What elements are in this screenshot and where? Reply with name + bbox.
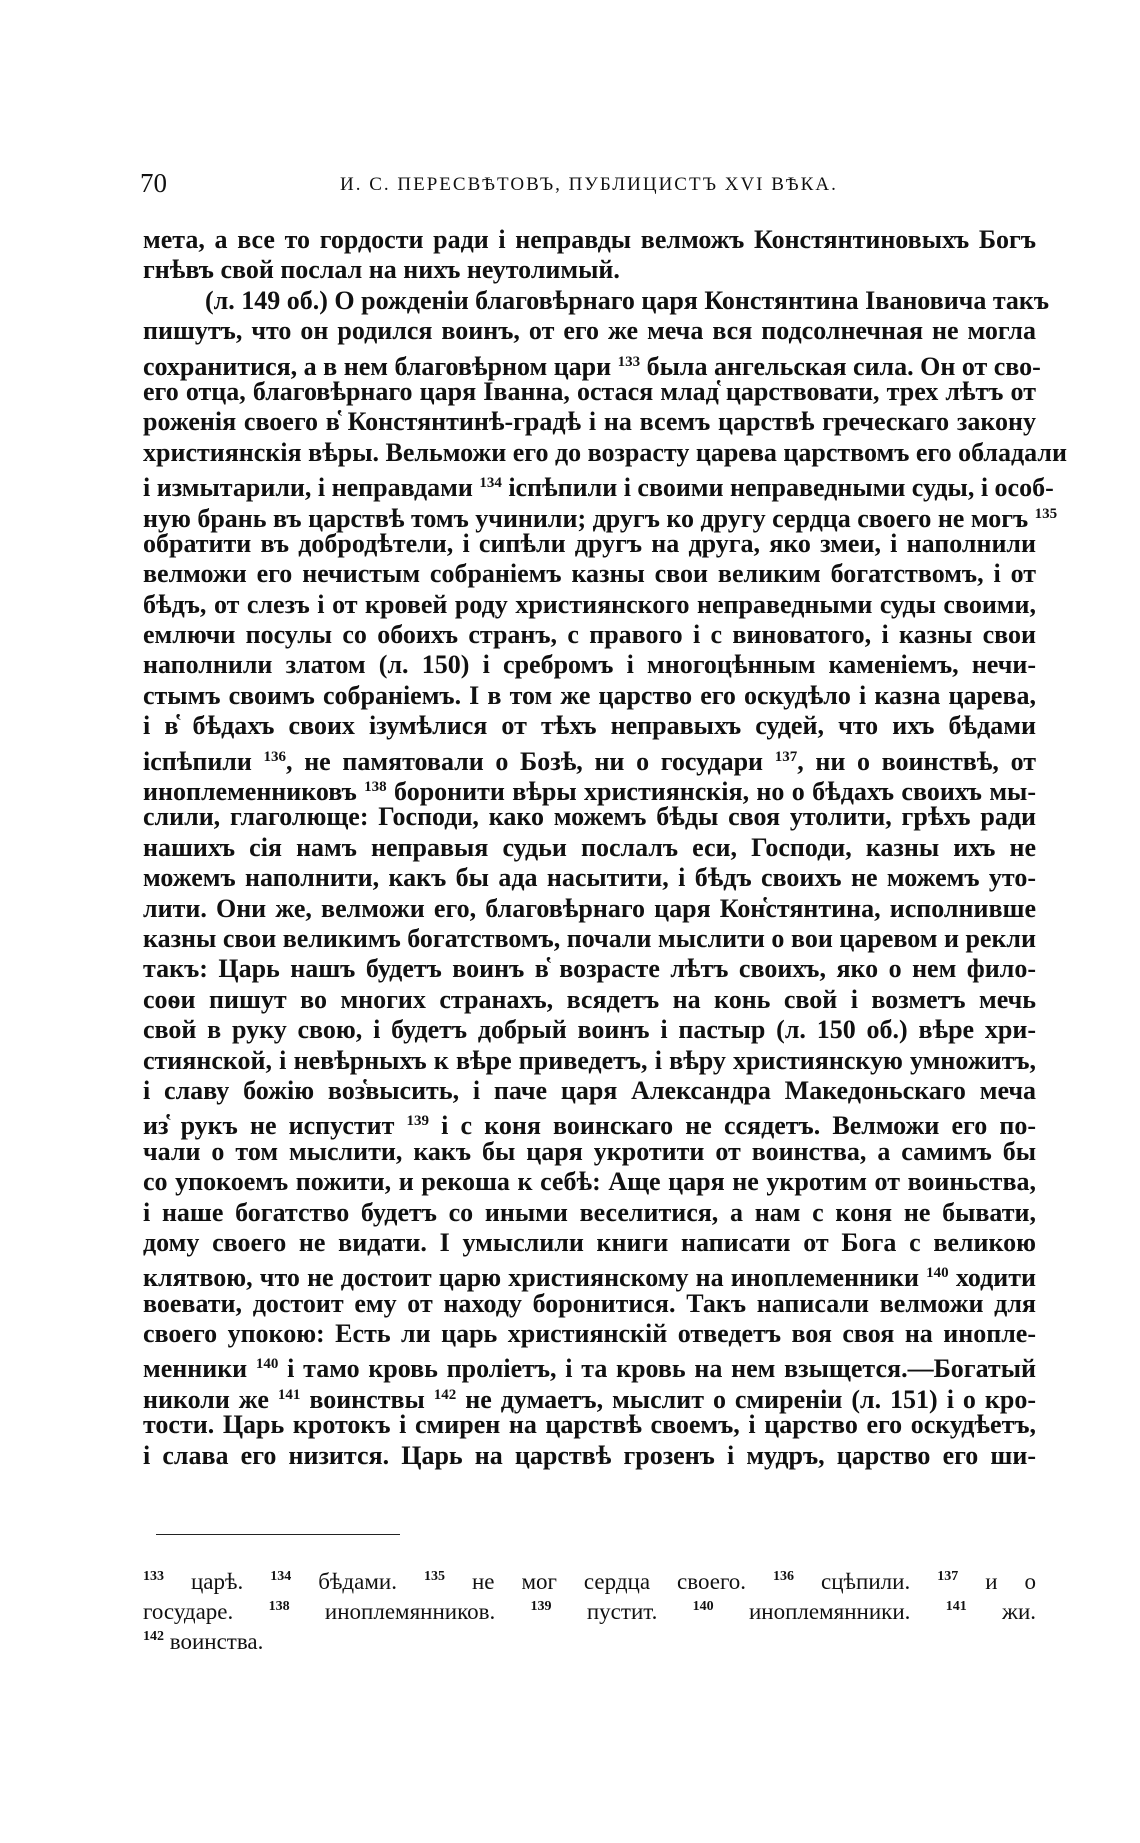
- text-line: ную брань въ царствѣ томъ учинили; другъ ко другу сердца своего не могъ $^{135}$: [143, 503, 1058, 533]
- text-line: тости. Царь кротокъ і смирен на царствѣ своемъ, і царство его оскудѣетъ,: [143, 1410, 1036, 1440]
- text-line: воевати, достоит ему от находу боронитися. Такъ написали велможи для: [143, 1288, 1036, 1318]
- main-text: [143, 225, 1067, 1471]
- text-line: со упокоемъ пожити, и рекоша к себѣ: Аще царя не укротим от воиньства,: [143, 1167, 1036, 1197]
- footnote-reference: 133: [617, 353, 641, 370]
- footnote-reference: 141: [945, 1599, 967, 1614]
- text-line: можемъ наполнити, какъ бы ада насытити, і бѣдъ своихъ не можемъ уто-: [143, 863, 1036, 893]
- text-line: клятвою, что не достоит царю християнскому на иноплеменники $^{140}$ ходити: [143, 1263, 1036, 1293]
- text-line: іспѣпили $^{136}$, не памятовали о Бозѣ, ни о государи $^{137}$, ни о воинствѣ, от: [143, 746, 1036, 776]
- text-line: і слава его низится. Царь на царствѣ грозенъ і мудръ, царство его ши-: [143, 1440, 1036, 1470]
- text-line: иноплеменниковъ $^{138}$ боронити вѣры християнскія, но о бѣдахъ своихъ мы-: [143, 777, 1036, 807]
- text-line: такъ: Царь нашъ будетъ воинъ в҅ возрасте лѣтъ своихъ, яко о нем фило-: [143, 954, 1036, 984]
- footnote-reference: 137: [774, 748, 798, 765]
- footnote-line: $^{142}$ воинства.: [143, 1629, 264, 1654]
- text-line: свой в руку свою, і будетъ добрый воинъ і пастыр (л. 150 об.) вѣре хри-: [143, 1015, 1036, 1045]
- text-line: слили, глаголюще: Господи, како можемъ бѣды своя утолити, грѣхъ ради: [143, 802, 1036, 832]
- text-line: емлючи посулы со обоихъ странъ, с правого і с виноватого, і казны свои: [143, 620, 1036, 650]
- footnote-reference: 135: [1034, 505, 1058, 522]
- text-line: гнѣвъ свой послал на нихъ неутолимый.: [143, 255, 620, 285]
- footnote-rule: [156, 1534, 400, 1535]
- text-line: і славу божію воз҅высить, і паче царя Александра Македоньскаго меча: [143, 1075, 1036, 1105]
- text-line: мета, а все то гордости ради і неправды велможъ Констянтиновыхъ Богъ: [143, 225, 1036, 254]
- running-title: И. С. ПЕРЕСВѢТОВЪ, ПУБЛИЦИСТЪ XVI ВѢКА.: [340, 174, 838, 195]
- footnote-reference: 134: [270, 1569, 292, 1584]
- text-line: пишутъ, что он родился воинъ, от его же меча вся подсолнечная не могла: [143, 316, 1036, 346]
- footnote-reference: 135: [423, 1569, 445, 1584]
- text-line: нашихъ сія намъ неправыя судьи послалъ еси, Господи, казны ихъ не: [143, 832, 1036, 862]
- footnote-reference: 137: [937, 1569, 959, 1584]
- text-line: наполнили златом (л. 150) і сребромъ і многоцѣнным каменіемъ, нечи-: [143, 650, 1036, 680]
- text-line: дому своего не видати. І умыслили книги написати от Бога с великою: [143, 1227, 1036, 1257]
- footnote-reference: 141: [277, 1386, 301, 1403]
- text-line: стиянской, і невѣрныхъ к вѣре приведетъ, і вѣру християнскую умножитъ,: [143, 1045, 1036, 1075]
- text-line: і в҅ бѣдахъ своих ізумѣлися от тѣхъ неправыхъ судей, что ихъ бѣдами: [143, 711, 1036, 741]
- footnote-reference: 142: [143, 1629, 164, 1644]
- footnote-reference: 140: [926, 1265, 949, 1282]
- footnote-reference: 142: [433, 1386, 457, 1403]
- footnote-reference: 140: [255, 1356, 279, 1373]
- page-header: [140, 168, 1036, 208]
- text-line: чали о том мыслити, какъ бы царя укротити от воинства, а самимъ бы: [143, 1136, 1036, 1166]
- footnote-reference: 138: [364, 779, 387, 796]
- text-line: своего упокою: Есть ли царь християнскій отведетъ воя своя на инопле-: [143, 1319, 1036, 1349]
- footnote-reference: 134: [479, 475, 502, 492]
- text-line: николи же $^{141}$ воинствы $^{142}$ не думаетъ, мыслит о смиреніи (л. 151) і о кро-: [143, 1384, 1036, 1414]
- footnotes: [143, 1562, 1036, 1652]
- footnote-line: $^{133}$ царѣ. $^{134}$ бѣдами. $^{135}$ не мог сердца своего. $^{136}$ сцѣпили. $^{137}$ и о: [143, 1569, 1036, 1594]
- text-line: его отца, благовѣрнаго царя Іванна, остася млад҅ царствовати, трех лѣтъ от: [143, 376, 1036, 406]
- footnote-reference: 133: [143, 1569, 164, 1584]
- text-line: обратити въ добродѣтели, і сипѣли другъ на друга, яко змеи, і наполнили: [143, 528, 1036, 558]
- footnote-reference: 140: [692, 1599, 714, 1614]
- text-line: і измытарили, і неправдами $^{134}$ іспѣпили і своими неправедными суды, і особ-: [143, 473, 1054, 503]
- footnote-line: государе. $^{138}$ иноплемянников. $^{139}$ пустит. $^{140}$ иноплемянники. $^{141}$ жи.: [143, 1599, 1036, 1624]
- footnote-reference: 136: [263, 748, 287, 765]
- text-line: бѣдъ, от слезъ і от кровей роду християнского неправедными суды своими,: [143, 589, 1036, 619]
- text-line: казны свои великимъ богатствомъ, почали мыслити о вои царевом и рекли: [143, 923, 1036, 953]
- footnote-reference: 139: [530, 1599, 552, 1614]
- text-line: і наше богатство будетъ со иными веселитися, а нам с коня не бывати,: [143, 1197, 1036, 1227]
- text-line: менники $^{140}$ і тамо кровь проліетъ, і та кровь на нем взыщется.—Богатый: [143, 1354, 1036, 1384]
- text-line: соѳи пишут во многих странахъ, всядетъ на конь свой і возметъ мечь: [143, 984, 1036, 1014]
- text-line: сохранитися, а в нем благовѣрном цари $^{133}$ была ангельская сила. Он от сво-: [143, 351, 1041, 381]
- text-line: из҅ рукъ не испустит $^{139}$ і с коня воинскаго не ссядетъ. Велможи его по-: [143, 1111, 1036, 1141]
- text-line: лити. Они же, велможи его, благовѣрнаго царя Кон҅стянтина, исполнивше: [143, 893, 1036, 923]
- text-line: стымъ своимъ собраніемъ. І в том же царство его оскудѣло і казна царева,: [143, 680, 1036, 710]
- text-line: (л. 149 об.) О рожденіи благовѣрнаго царя Констянтина Івановича такъ: [205, 285, 1050, 315]
- text-line: роженія своего в҅ Констянтинѣ-градѣ і на всемъ царствѣ греческаго закону: [143, 407, 1036, 437]
- footnote-reference: 139: [406, 1113, 430, 1130]
- footnote-reference: 138: [268, 1599, 290, 1614]
- text-line: християнскія вѣры. Вельможи его до возрасту царева царствомъ его обладали: [143, 437, 1067, 467]
- footnote-reference: 136: [773, 1569, 795, 1584]
- text-line: велможи его нечистым собраніемъ казны свои великим богатствомъ, і от: [143, 559, 1036, 589]
- page-number: 70: [140, 168, 167, 198]
